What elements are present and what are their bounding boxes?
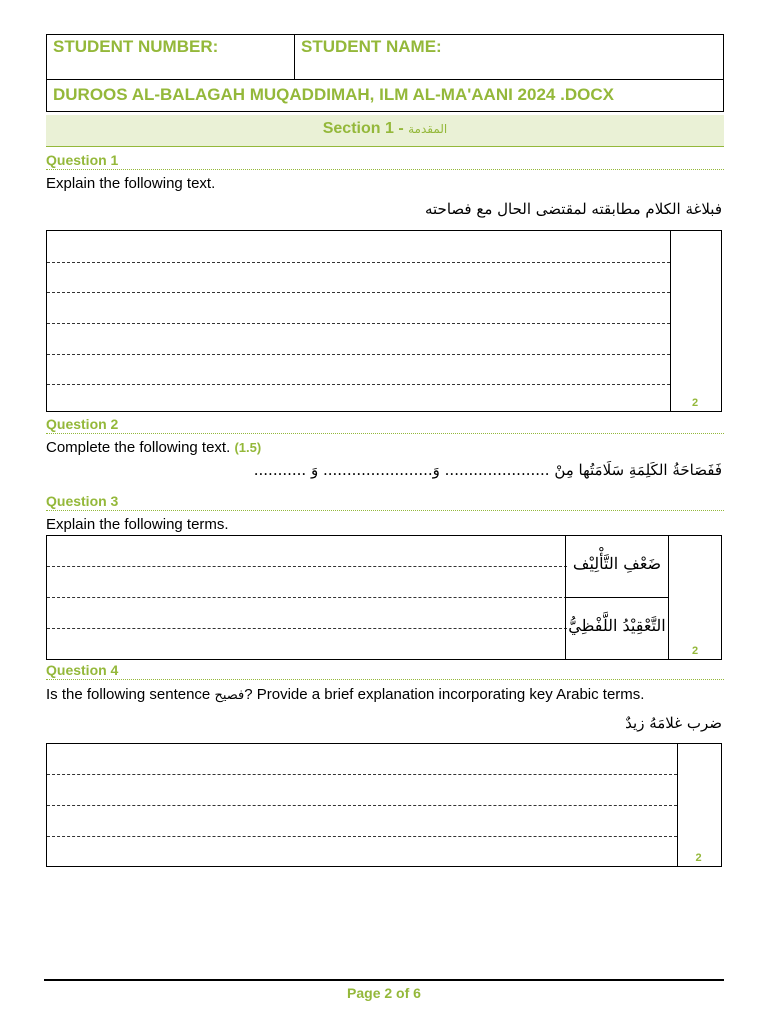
question-3-marks: 2 [691, 645, 699, 657]
page-number: Page 2 of 6 [347, 985, 421, 1001]
question-4-prompt-arabic: فصيح [214, 688, 245, 703]
question-1-heading: Question 1 [46, 152, 724, 170]
question-1-marks: 2 [691, 397, 699, 409]
answer-lines[interactable] [47, 231, 671, 411]
student-name-label: STUDENT NAME: [301, 37, 442, 56]
question-1-prompt: Explain the following text. [46, 175, 216, 192]
answer-lines[interactable] [47, 536, 567, 659]
question-4-prompt-start: Is the following sentence [46, 686, 215, 703]
student-info-table [46, 34, 724, 112]
question-4-answer-box[interactable] [46, 743, 722, 867]
answer-lines[interactable] [47, 744, 678, 866]
question-4-prompt [46, 686, 644, 705]
question-2-prompt: Complete the following text. [46, 439, 231, 456]
question-3-answer-box[interactable] [46, 535, 722, 660]
question-3-heading: Question 3 [46, 493, 724, 511]
question-2-arabic-text: فَفَصَاحَةُ الكَلِمَةِ سَلَامَتُها مِنْ ...................... وَ....................... وَ ........... [253, 461, 722, 479]
term-2: التَّعْقِيْدُ اللَّفْظِيُّ [565, 598, 669, 659]
question-4-arabic-text: ضرب غلامَهُ زيدٌ [625, 714, 722, 732]
question-4-marks: 2 [695, 852, 702, 864]
question-4-prompt-end: ? Provide a brief explanation incorporating key Arabic terms. [244, 686, 645, 703]
document-title: DUROOS AL-BALAGAH MUQADDIMAH, ILM AL-MA'AANI 2024 .DOCX [47, 79, 723, 112]
question-2-heading: Question 2 [46, 416, 724, 434]
footer-rule [44, 979, 724, 981]
question-2-prompt-line [46, 439, 261, 457]
term-1: ضَعْفِ التَّأْلِيْف [565, 536, 669, 598]
question-2-marks: (1.5) [234, 440, 262, 455]
question-1-answer-box[interactable] [46, 230, 722, 412]
section-heading [46, 115, 724, 147]
question-3-prompt: Explain the following terms. [46, 516, 229, 533]
section-arabic: المقدمة [408, 122, 448, 136]
section-label: Section 1 - [322, 120, 409, 137]
question-4-heading: Question 4 [46, 662, 724, 680]
question-1-arabic-text: فبلاغة الكلام مطابقته لمقتضى الحال مع فصاحته [424, 200, 722, 218]
student-number-label: STUDENT NUMBER: [47, 35, 295, 79]
